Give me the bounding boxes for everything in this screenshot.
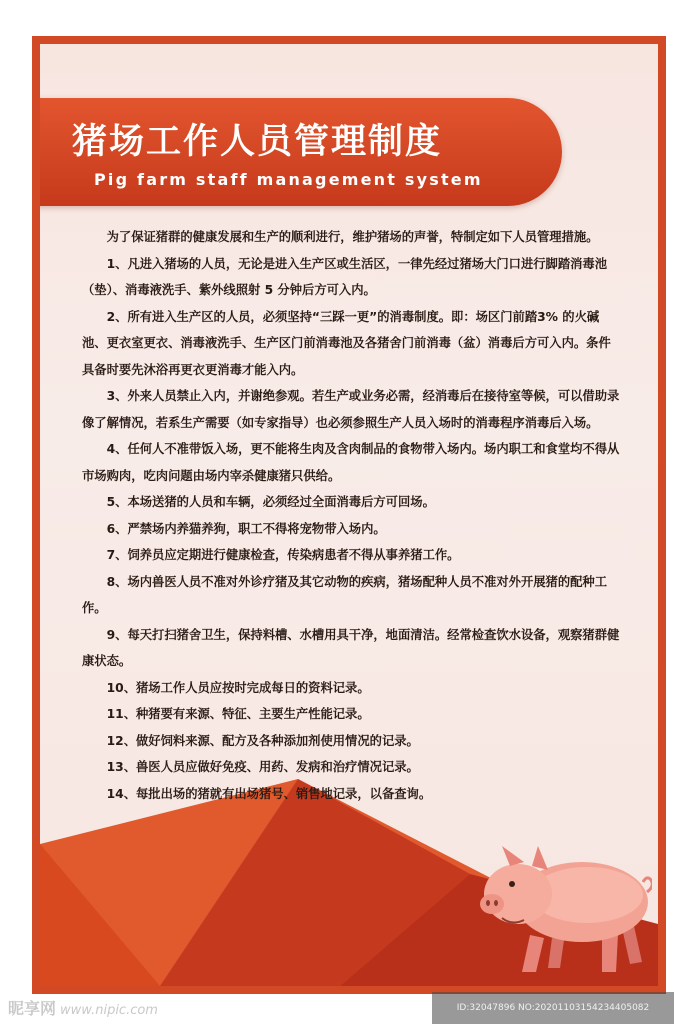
rule-item: 13、兽医人员应做好免疫、用药、发病和治疗情况记录。 — [106, 760, 419, 774]
rule-item: 5、本场送猪的人员和车辆，必须经过全面消毒后方可回场。 — [106, 495, 435, 509]
rule-item: 4、任何人不准带饭入场，更不能将生肉及含肉制品的食物带入场内。场内职工和食堂均不得从市场购肉，吃肉问题由场内宰杀健康猪只供给。 — [82, 442, 620, 483]
intro-paragraph: 为了保证猪群的健康发展和生产的顺利进行，维护猪场的声誉，特制定如下人员管理措施。 — [106, 230, 599, 244]
rule-item: 8、场内兽医人员不准对外诊疗猪及其它动物的疾病，猪场配种人员不准对外开展猪的配种工作。 — [82, 574, 608, 615]
page-subtitle: Pig farm staff management system — [94, 170, 483, 189]
title-banner — [40, 98, 562, 206]
watermark-id-bar: ID:32047896 NO:20201103154234405082 — [432, 992, 674, 1024]
regulation-body — [82, 224, 622, 807]
rule-item: 1、凡进入猪场的人员，无论是进入生产区或生活区，一律先经过猪场大门口进行脚踏消毒池（垫）、消毒液洗手、紫外线照射 5 分钟后方可入内。 — [82, 256, 608, 297]
watermark-logo-text: 昵享网 — [8, 999, 57, 1018]
rule-item: 7、饲养员应定期进行健康检查，传染病患者不得从事养猪工作。 — [106, 548, 460, 562]
pig-illustration-icon — [452, 840, 652, 980]
poster-frame — [32, 36, 666, 994]
rule-item: 6、严禁场内养猫养狗，职工不得将宠物带入场内。 — [106, 521, 386, 536]
watermark-site: www.nipic.com — [60, 1003, 158, 1018]
content-panel — [40, 44, 658, 986]
watermark-logo — [8, 996, 158, 1019]
page-title: 猪场工作人员管理制度 — [72, 122, 443, 162]
rule-item: 12、做好饲料来源、配方及各种添加剂使用情况的记录。 — [106, 733, 419, 748]
rule-item: 14、每批出场的猪就有出场猪号、销售地记录，以备查询。 — [106, 786, 432, 801]
rule-item: 9、每天打扫猪舍卫生，保持料槽、水槽用具干净，地面清洁。经常检查饮水设备，观察猪群健康状态。 — [82, 627, 620, 668]
rule-item: 10、猪场工作人员应按时完成每日的资料记录。 — [106, 680, 370, 695]
rule-item: 11、种猪要有来源、特征、主要生产性能记录。 — [106, 707, 370, 721]
rule-item: 3、外来人员禁止入内，并谢绝参观。若生产或业务必需，经消毒后在接待室等候，可以借助录像了解情况，若系生产需要（如专家指导）也必须参照生产人员入场时的消毒程序消毒后入场。 — [82, 389, 620, 430]
rule-item: 2、所有进入生产区的人员，必须坚持“三踩一更”的消毒制度。即：场区门前踏3% 的火碱池、更衣室更衣、消毒液洗手、生产区门前消毒池及各猪舍门前消毒（盆）消毒后方可入内。条件具备时要先沐浴再更衣更消毒才能入内。 — [82, 309, 611, 377]
